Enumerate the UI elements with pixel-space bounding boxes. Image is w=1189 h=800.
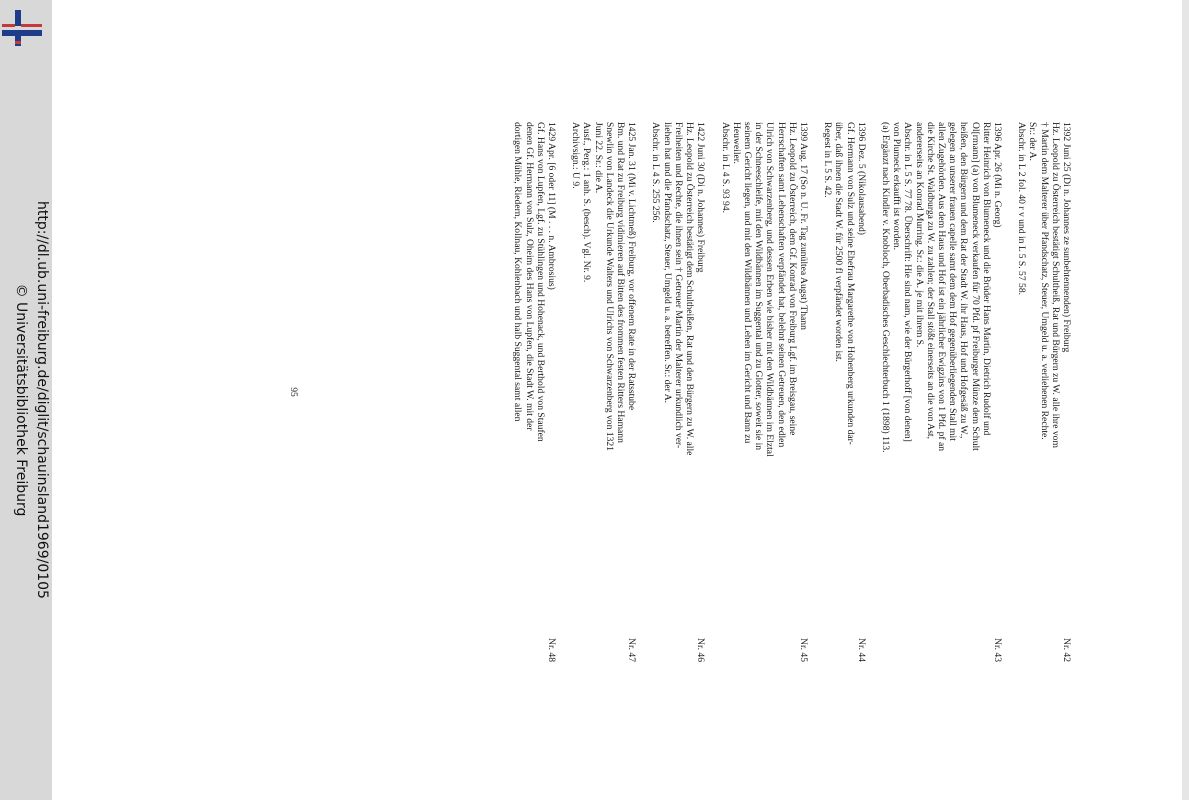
entry-number: Nr. 42 [1061,638,1072,662]
entry-line: Abschr. in L 4 S. 255 256. [650,122,662,223]
charter-entry [1016,122,1072,662]
copyright-notice: © Universitätsbibliothek Freiburg [13,283,29,517]
entry-header [856,122,867,662]
charter-entry [719,122,809,662]
entry-header [992,122,1003,662]
entry-date: 1396 Apr. 26 (Mi n. Georg) [991,122,1003,228]
entry-line: andererseits an Konrad Murring. Sr.: die A. je mit ihrem S. [913,122,925,348]
scrollbar-track[interactable] [1182,0,1189,800]
charter-entry [570,122,637,662]
entry-line: Herrschaften samt Lehenschaften verpfändet hat, belehnt seinen Getreuen, den edlen [775,122,787,448]
entry-header [546,122,557,662]
entry-line: über, daß ihnen die Stadt W. für 2500 fl verpfändet worden ist. [833,122,845,362]
entry-line: die Kirche St. Waldburga zu W. zu zahlen; der Stall stößt einerseits an die von Ast, [924,122,936,439]
entry-header [695,122,706,662]
entry-line: Regest in L 5 S. 42. [822,122,834,198]
entry-date: 1392 Juni 25 (Di n. Johannes ze sunbehtennenden) Freiburg [1061,122,1072,353]
entry-line: Juni 22. Sr.: die A. [592,122,604,194]
entry-line: Abschr. in L 4 S. 93 94. [719,122,731,214]
entry-line: seinem Gericht liegen, und mit den Wildbännen und Lehen im Gericht und Bann zu [741,122,753,444]
viewer-sidebar [0,0,52,800]
entry-line: Bm. und Rat zu Freiburg vidimieren auf Bitten des frommen festen Ritters Hamann [615,122,627,443]
entry-number: Nr. 46 [695,638,707,662]
entry-line: heißen, den Bürgern und dem Rat der Stadt W. ihr Haus, Hof und Hofgesäß zu W., [958,122,970,439]
entry-line: Snewlin von Landeck die Urkunde Walters und Ulrichs von Schwarzenberg von 1321 [603,122,615,451]
entry-line: Ol[rmann] (a) von Blumeneck verkaufen für 70 Pfd. pf Freiburger Münze dem Schult [969,122,981,451]
entry-line: Ritter Heinrich von Blumeneck und die Brüder Hans Martin, Dietrich Rudolf und [980,122,992,436]
charter-entry [650,122,706,662]
entry-date: 1399 Aug. 17 (So n. U. Fr. Tag zunültea Augst) Thann [797,122,809,330]
entry-number: Nr. 48 [546,638,558,662]
entry-line: Gf. Hans von Lupfen, Lgf. zu Stühlingen und Hohenack, und Berthold von Staufen [534,122,546,442]
entry-line: † Martin dem Malterer über Pfandschatz, Steuer, Umgeld u. a. verliehenen Rechte. [1038,122,1050,440]
source-url[interactable]: http://dl.ub.uni-freiburg.de/diglit/schauinsland1969/0105 [34,201,50,599]
charter-entry [822,122,867,662]
entry-number: Nr. 45 [797,638,809,662]
entry-date: 1396 Dez. 5 (Nikolausabend) [855,122,867,235]
document-page [52,0,1182,800]
entry-line: Sr.: der A. [1027,122,1039,161]
entry-line: Freiheiten und Rechte, die ihnen sein † Getreuer Martin der Malterer urkundlich ver- [672,122,684,449]
entry-line: denen Gf. Hermann von Sulz, Oheim des Hans von Lupfen, die Stadt W. mit der [523,122,535,431]
entry-date: 1422 Juni 30 (Di n. Johannes) Freiburg [695,122,707,273]
charter-entry [512,122,557,662]
entry-header [798,122,809,662]
entry-line: liehen hat und die Pfandschatz, Steuer, Umgeld u. a. betreffen. Sr.: der A. [661,122,673,404]
entry-header [1061,122,1072,662]
entry-line: von Plumeck erkaufft ist worden. [891,122,903,250]
entry-date: 1429 Apr. [6 oder 11] (M . . . n. Ambrosius) [546,122,558,290]
source-info [0,0,52,800]
entry-line: Hz. Leopold zu Österreich bestätigt Schultheiß, Rat und Bürgern zu W. alle ihre vom [1049,122,1061,448]
entry-line: Gf. Hermann von Sulz und seine Ehefrau Margarethe von Hohenberg urkunden dar- [844,122,856,445]
entry-line: dortigen Mühle, Riedern, Kollnau, Kohlenbach und halb Suggental samt allen [512,122,524,422]
entry-line: Hz. Leopold zu Österreich, dem Gf. Konrad von Freiburg Lgf. im Breisgau, seine [786,122,798,436]
entry-number: Nr. 47 [626,638,638,662]
charter-entry [880,122,1003,662]
entry-line: in der Schneeschleife, mit den Wildbännen im Suggental und zu Glotter, soweit sie in [753,122,765,451]
entry-line: (a) Ergänzt nach Kindler v. Knobloch, Oberbadisches Geschlechterbuch 1 (1898) 113. [879,122,891,453]
entry-line: gelegen an unserer frauen capelle samt dem dem Hof gegenüberliegenden Stall mit [947,122,959,441]
page-number: 95 [288,387,300,397]
entry-line: allen Zugehörden. Aus dem Haus und Hof ist ein jährlicher Ewigzins von 1 Pfd. pf an [935,122,947,452]
entry-line: Ausf., Perg.: 1 anh. S. (besch). Vgl. Nr. 9. [581,122,593,283]
entry-line: Abschr. in L 5 S. 77 78. Überschrift: Hie sind nam, wie der Bürgerhoff [von denen] [902,122,914,442]
entry-line: Ulrich von Schwarzenberg, und dessen Erben wie bisher mit den Wildbännen im Elztal [764,122,776,457]
entry-line: Heuweiler. [730,122,742,164]
entry-number: Nr. 44 [855,638,867,662]
entry-line: Abschr. in L 2 fol. 40 r v und in L 5 S. 57 58. [1016,122,1028,296]
entry-date: 1425 Jan. 31 (Mi v. Lichtmeß) Freiburg, vor offenem Rate in der Ratsstube [626,122,638,411]
entry-line: Archivsign.: U 9. [570,122,582,189]
entry-header [626,122,637,662]
page-text [288,122,1072,662]
entry-line: Hz. Leopold zu Österreich bestätigt dem Schultheißen, Rat und den Bürgern zu W. alle [684,122,696,456]
entry-number: Nr. 43 [991,638,1003,662]
